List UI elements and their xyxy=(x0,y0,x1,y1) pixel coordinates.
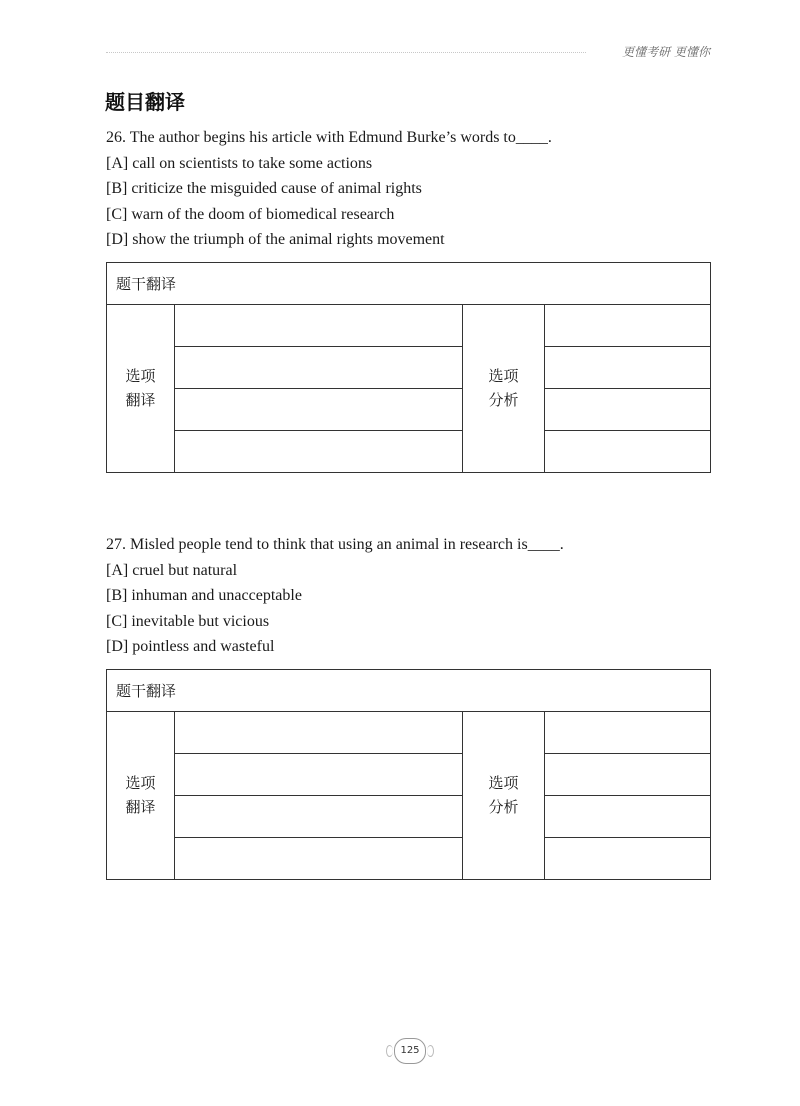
stem-translation-label: 题干翻译 xyxy=(107,669,711,711)
option-c: [C] inevitable but vicious xyxy=(106,612,270,630)
option-d: [D] pointless and wasteful xyxy=(106,638,275,655)
option-analysis-label xyxy=(463,304,545,472)
translation-blank[interactable] xyxy=(175,304,463,346)
option-translation-label-line2: 翻译 xyxy=(125,391,156,409)
question-27 xyxy=(106,532,716,880)
option-d: [D] show the triumph of the animal rights movement xyxy=(106,231,445,248)
header-divider xyxy=(106,52,586,53)
option-a: [A] cruel but natural xyxy=(106,561,238,579)
analysis-blank[interactable] xyxy=(545,430,711,472)
analysis-blank[interactable] xyxy=(545,837,711,879)
option-analysis-label-line2: 分析 xyxy=(488,391,519,409)
question-stem: 26. The author begins his article with Edmund Burke’s words to____. xyxy=(106,129,552,146)
translation-blank[interactable] xyxy=(175,388,463,430)
translation-blank[interactable] xyxy=(175,795,463,837)
section-title: 题目翻译 xyxy=(105,90,185,114)
translation-blank[interactable] xyxy=(175,711,463,753)
option-c: [C] warn of the doom of biomedical research xyxy=(106,205,395,223)
option-translation-label-line2: 翻译 xyxy=(125,798,156,816)
translation-table xyxy=(106,669,711,880)
question-26 xyxy=(106,125,716,473)
option-translation-label xyxy=(107,304,175,472)
translation-blank[interactable] xyxy=(175,346,463,388)
translation-blank[interactable] xyxy=(175,837,463,879)
analysis-blank[interactable] xyxy=(545,711,711,753)
option-translation-label-line1: 选项 xyxy=(125,367,156,385)
option-analysis-label-line2: 分析 xyxy=(488,798,519,816)
page-number: 125 xyxy=(394,1038,426,1064)
option-analysis-label-line1: 选项 xyxy=(488,774,519,792)
stem-translation-label: 题干翻译 xyxy=(107,262,711,304)
analysis-blank[interactable] xyxy=(545,346,711,388)
option-analysis-label xyxy=(463,711,545,879)
analysis-blank[interactable] xyxy=(545,753,711,795)
option-translation-label xyxy=(107,711,175,879)
header-tagline: 更懂考研 更懂你 xyxy=(622,45,710,59)
option-translation-label-line1: 选项 xyxy=(125,774,156,792)
question-stem: 27. Misled people tend to think that using an animal in research is____. xyxy=(106,536,564,553)
translation-blank[interactable] xyxy=(175,430,463,472)
analysis-blank[interactable] xyxy=(545,795,711,837)
option-b: [B] inhuman and unacceptable xyxy=(106,587,302,604)
translation-table xyxy=(106,262,711,473)
option-a: [A] call on scientists to take some actions xyxy=(106,154,373,172)
translation-blank[interactable] xyxy=(175,753,463,795)
option-b: [B] criticize the misguided cause of animal rights xyxy=(106,180,422,197)
analysis-blank[interactable] xyxy=(545,304,711,346)
analysis-blank[interactable] xyxy=(545,388,711,430)
option-analysis-label-line1: 选项 xyxy=(488,367,519,385)
